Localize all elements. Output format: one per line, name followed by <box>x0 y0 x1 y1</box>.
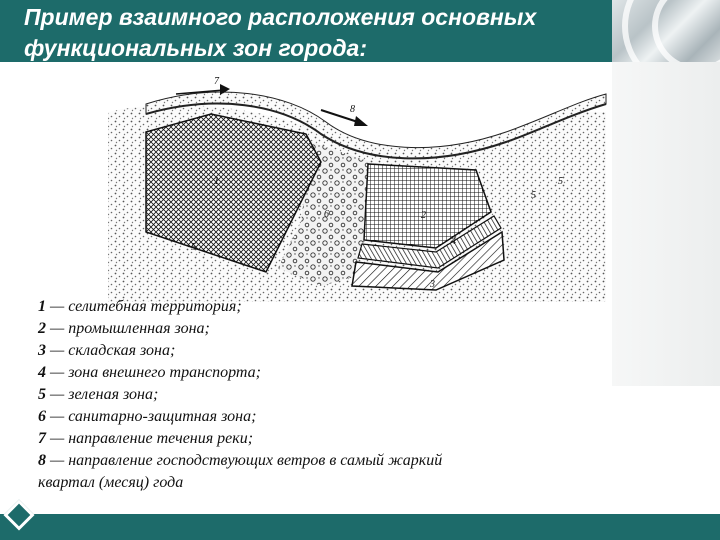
legend-item-8-continued: квартал (месяц) года <box>38 474 184 491</box>
legend-item-2: 2 — промышленная зона; <box>38 320 210 337</box>
zone-label-2: 2 <box>421 210 426 221</box>
legend-item-1: 1 — селитебная территория; <box>38 298 242 315</box>
legend-item-8: 8 — направление господствующих ветров в самый жаркий <box>38 452 443 469</box>
legend-item-6: 6 — санитарно-защитная зона; <box>38 408 257 425</box>
side-panel <box>612 62 720 386</box>
city-zones-diagram <box>106 72 610 318</box>
zone-label-4: 4 <box>451 236 456 247</box>
zone-label-3: 3 <box>430 279 435 290</box>
legend-item-7: 7 — направление течения реки; <box>38 430 254 447</box>
legend <box>38 296 598 494</box>
zone-label-1: 1 <box>214 176 219 187</box>
legend-item-3: 3 — складская зона; <box>38 342 176 359</box>
zone-label-8: 8 <box>350 104 355 115</box>
zone-label-5-right: 5 <box>531 190 536 201</box>
slide-title: Пример взаимного расположения основных функциональных зон города: <box>24 4 537 61</box>
footer-bar <box>0 514 720 540</box>
zone-label-7: 7 <box>214 76 219 87</box>
legend-item-4: 4 — зона внешнего транспорта; <box>38 364 261 381</box>
zone-label-5: 5 <box>191 242 196 253</box>
legend-item-5: 5 — зеленая зона; <box>38 386 159 403</box>
zone-label-6: 6 <box>324 209 329 220</box>
zone-label-5-right-2: 5 <box>558 176 563 187</box>
